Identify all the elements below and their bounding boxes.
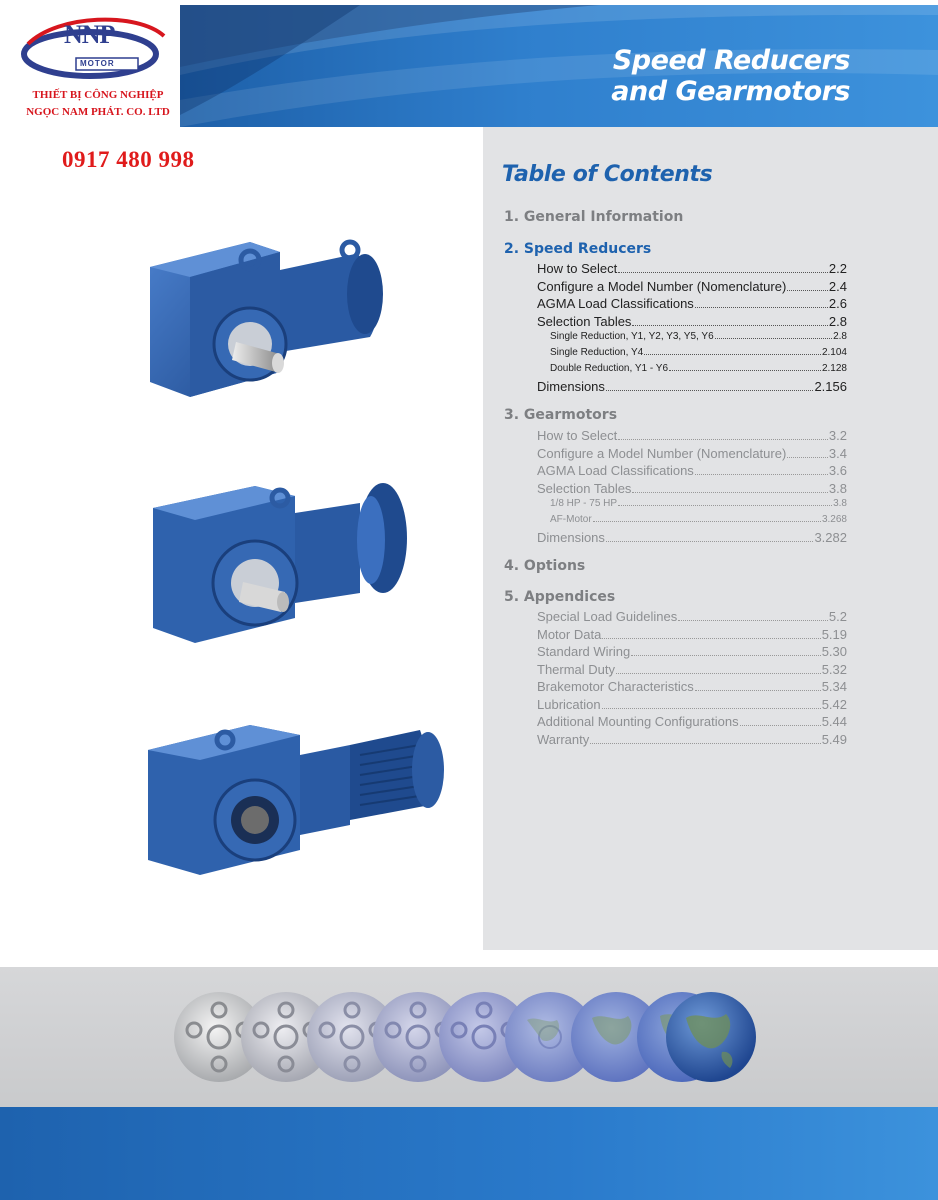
toc-entry-page: 3.6 [828, 463, 847, 478]
header-title [611, 45, 850, 107]
toc-leader-dots [632, 492, 827, 493]
toc-entry[interactable] [537, 446, 847, 464]
toc-entry-page: 2.4 [828, 278, 847, 294]
speed-reducer-image [130, 232, 400, 402]
toc-entry-page: 2.8 [833, 331, 847, 342]
toc-gearmotors-entries [537, 428, 847, 548]
logo-company-line1: THIẾT BỊ CÔNG NGHIỆP [32, 89, 164, 101]
toc-entry-label: Double Reduction, Y1 - Y6 [550, 363, 669, 374]
toc-leader-dots [695, 307, 828, 308]
toc-entry-page: 5.30 [821, 644, 847, 659]
toc-entry[interactable] [537, 296, 847, 314]
toc-leader-dots [787, 290, 828, 291]
toc-entry[interactable] [537, 609, 847, 627]
toc-entry-label: Additional Mounting Configurations [537, 714, 739, 729]
toc-entry[interactable] [537, 697, 847, 715]
toc-entry[interactable] [537, 279, 847, 297]
logo-brand-sub: MOTOR [80, 59, 115, 68]
toc-entry[interactable] [537, 428, 847, 446]
toc-section-general-information[interactable]: 1. General Information [504, 209, 684, 225]
toc-leader-dots [606, 390, 814, 391]
toc-leader-dots [644, 354, 821, 355]
toc-entry-page: 2.128 [821, 363, 847, 374]
toc-entry-page: 5.42 [821, 696, 847, 712]
toc-entry-label: How to Select [537, 428, 618, 443]
toc-entry-page: 2.104 [821, 347, 847, 358]
toc-entry-label: Motor Data [537, 626, 602, 642]
toc-leader-dots [715, 338, 832, 339]
toc-subentry[interactable] [537, 347, 847, 363]
toc-entry[interactable] [537, 662, 847, 680]
toc-entry-label: Brakemotor Characteristics [537, 679, 694, 694]
header-banner [180, 5, 938, 127]
toc-leader-dots [695, 474, 828, 475]
toc-entry-label: Thermal Duty [537, 661, 616, 677]
toc-leader-dots [593, 521, 821, 522]
toc-section-speed-reducers[interactable]: 2. Speed Reducers [504, 241, 652, 257]
toc-entry-label: AF-Motor [550, 514, 592, 525]
toc-leader-dots [669, 370, 821, 371]
toc-entry-page: 3.282 [814, 530, 847, 545]
toc-title: Table of Contents [502, 162, 713, 187]
company-logo [8, 10, 173, 125]
speed-reducer-flange-image [135, 478, 415, 648]
toc-entry-page: 3.2 [828, 428, 847, 443]
toc-entry-label: Dimensions [537, 379, 605, 394]
toc-section-gearmotors[interactable]: 3. Gearmotors [504, 407, 618, 423]
toc-leader-dots [590, 743, 820, 744]
toc-entry-label: Selection Tables [537, 480, 632, 496]
earth-globe-icon [664, 990, 758, 1084]
toc-leader-dots [602, 638, 820, 639]
toc-entry[interactable] [537, 714, 847, 732]
toc-appendices-entries [537, 609, 847, 749]
toc-entry[interactable] [537, 379, 847, 397]
phone-number: 0917 480 998 [62, 147, 195, 172]
toc-leader-dots [606, 541, 814, 542]
toc-leader-dots [618, 272, 828, 273]
toc-entry-label: Dimensions [537, 530, 605, 545]
toc-entry-label: Configure a Model Number (Nomenclature) [537, 278, 787, 294]
toc-section-options[interactable]: 4. Options [504, 558, 586, 574]
header-title-line2: and Gearmotors [611, 76, 850, 107]
toc-subentry[interactable] [537, 498, 847, 514]
toc-leader-dots [618, 439, 828, 440]
toc-leader-dots [740, 725, 821, 726]
toc-leader-dots [678, 620, 828, 621]
toc-entry[interactable] [537, 732, 847, 750]
toc-entry[interactable] [537, 481, 847, 499]
toc-entry-page: 2.6 [828, 296, 847, 311]
toc-leader-dots [618, 505, 832, 506]
toc-entry-label: AGMA Load Classifications [537, 463, 694, 478]
logo-brand-letters: NNP [64, 20, 115, 49]
toc-entry-page: 2.156 [814, 379, 847, 394]
toc-entry-page: 5.34 [821, 679, 847, 694]
toc-entry-label: Configure a Model Number (Nomenclature) [537, 445, 787, 461]
toc-entry[interactable] [537, 530, 847, 548]
toc-subentry[interactable] [537, 331, 847, 347]
toc-entry-page: 5.2 [828, 609, 847, 624]
toc-entry-label: Warranty [537, 731, 590, 747]
toc-entry[interactable] [537, 463, 847, 481]
toc-entry-label: Selection Tables [537, 313, 632, 329]
toc-entry-label: Single Reduction, Y1, Y2, Y3, Y5, Y6 [550, 331, 714, 342]
toc-leader-dots [632, 325, 827, 326]
toc-entry[interactable] [537, 644, 847, 662]
toc-entry[interactable] [537, 314, 847, 332]
toc-section-appendices[interactable]: 5. Appendices [504, 589, 616, 605]
toc-entry-page: 5.49 [821, 731, 847, 747]
toc-leader-dots [631, 655, 820, 656]
toc-leader-dots [787, 457, 828, 458]
toc-leader-dots [602, 708, 821, 709]
toc-leader-dots [616, 673, 821, 674]
toc-entry-page: 5.19 [821, 626, 847, 642]
toc-entry-page: 3.8 [833, 498, 847, 509]
toc-entry-label: Single Reduction, Y4 [550, 347, 644, 358]
toc-entry-page: 3.8 [828, 480, 847, 496]
toc-entry-page: 3.268 [821, 514, 847, 525]
toc-entry-label: AGMA Load Classifications [537, 296, 694, 311]
logo-company-line2: NGỌC NAM PHÁT. CO. LTD [26, 106, 170, 118]
toc-subentry[interactable] [537, 363, 847, 379]
toc-entry-label: Lubrication [537, 696, 601, 712]
toc-entry-label: Special Load Guidelines [537, 609, 678, 624]
toc-entry[interactable] [537, 679, 847, 697]
toc-leader-dots [695, 690, 821, 691]
toc-speed-reducers-entries [537, 261, 847, 397]
toc-subentry[interactable] [537, 514, 847, 530]
toc-entry-label: Standard Wiring [537, 644, 631, 659]
toc-entry-page: 5.32 [821, 661, 847, 677]
header-title-line1: Speed Reducers [612, 45, 850, 76]
toc-entry-page: 2.8 [828, 313, 847, 329]
toc-entry-page: 5.44 [821, 714, 847, 729]
footer-bar [0, 1107, 938, 1200]
gearmotor-image [130, 710, 450, 880]
toc-entry-page: 3.4 [828, 445, 847, 461]
toc-entry-label: How to Select [537, 261, 618, 276]
toc-entry-page: 2.2 [828, 261, 847, 276]
toc-entry[interactable] [537, 627, 847, 645]
toc-entry[interactable] [537, 261, 847, 279]
toc-entry-label: 1/8 HP - 75 HP [550, 498, 618, 509]
